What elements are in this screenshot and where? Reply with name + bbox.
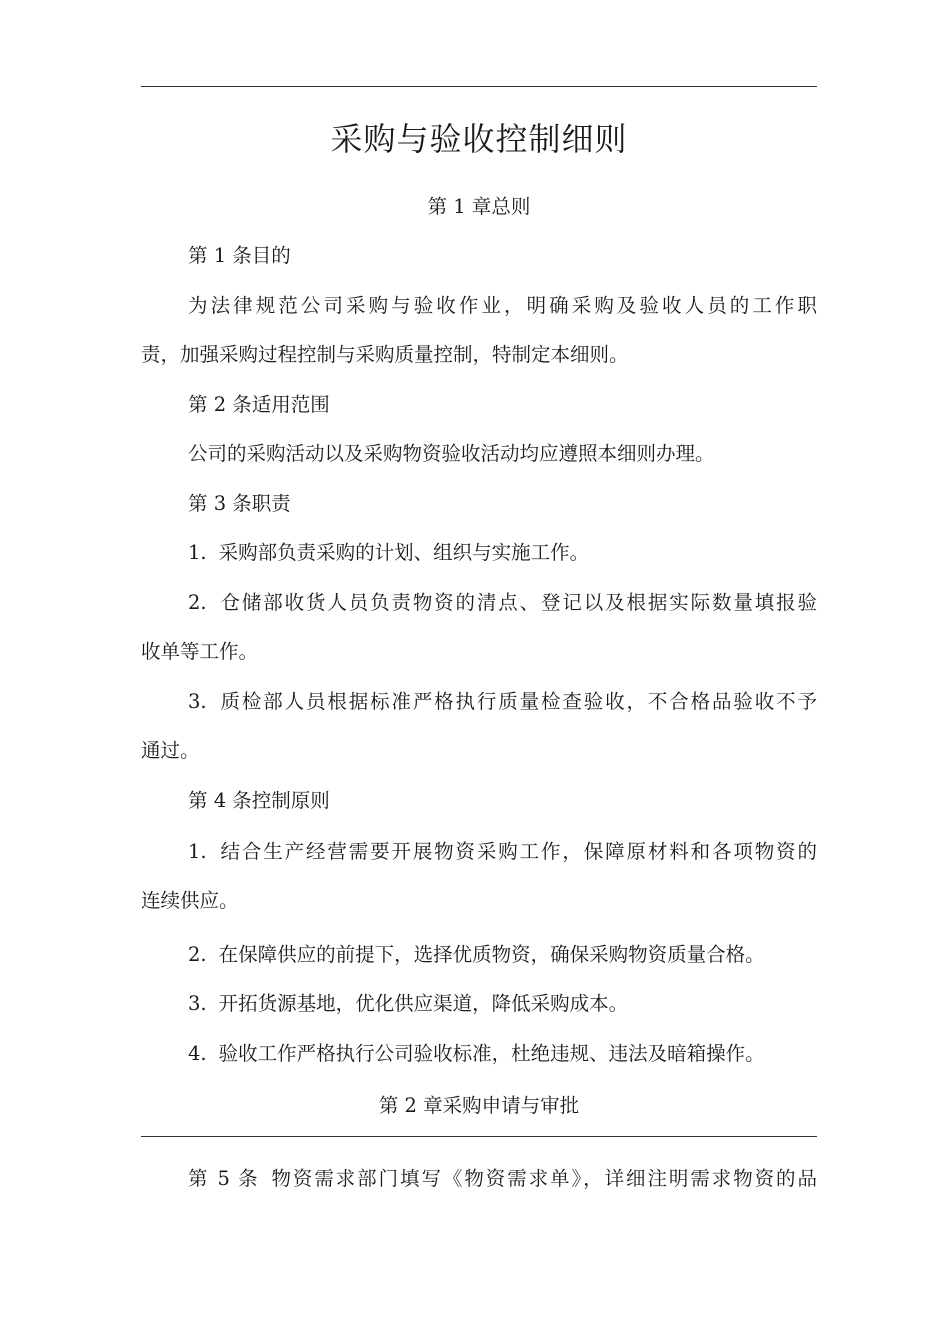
- item-number: 2.: [188, 591, 207, 614]
- article-4-item-4: [141, 1040, 817, 1068]
- item-text: 验收工作严格执行公司验收标准，杜绝违规、违法及暗箱操作。: [218, 1042, 765, 1065]
- article-4-heading: 第 4 条控制原则: [188, 789, 330, 812]
- article-5-body-line-1: [141, 1165, 817, 1193]
- item-text: 开拓货源基地，优化供应渠道，降低采购成本。: [218, 992, 629, 1015]
- item-text: 结合生产经营需要开展物资采购工作，保障原材料和各项物资的: [218, 840, 817, 863]
- section-rule: [141, 1136, 817, 1137]
- item-number: 2.: [188, 943, 207, 966]
- item-number: 3.: [188, 690, 207, 713]
- item-text: 采购部负责采购的计划、组织与实施工作。: [218, 541, 590, 564]
- article-4-item-1-continued: 连续供应。: [141, 889, 239, 912]
- item-number: 3.: [188, 992, 207, 1015]
- article-1-body-line-2: 责，加强采购过程控制与采购质量控制，特制定本细则。: [141, 343, 629, 366]
- article-4-item-2: [141, 941, 817, 969]
- article-2-heading: 第 2 条适用范围: [188, 393, 330, 416]
- article-4-item-3: [141, 990, 817, 1018]
- item-text: 在保障供应的前提下，选择优质物资，确保采购物资质量合格。: [218, 943, 765, 966]
- item-text: 质检部人员根据标准严格执行质量检查验收，不合格品验收不予: [218, 690, 817, 713]
- article-5-label: 第 5 条: [188, 1167, 260, 1190]
- document-title: 采购与验收控制细则: [330, 120, 628, 158]
- header-rule: [141, 86, 817, 87]
- article-3-item-1: [141, 539, 817, 567]
- article-1-heading: 第 1 条目的: [188, 244, 291, 267]
- article-3-item-2: [141, 589, 817, 617]
- article-3-item-2-continued: 收单等工作。: [141, 640, 259, 663]
- article-3-item-3-continued: 通过。: [141, 739, 200, 762]
- article-5-text: 物资需求部门填写《物资需求单》，详细注明需求物资的品: [269, 1167, 817, 1190]
- article-1-body-line-1: 为法律规范公司采购与验收作业，明确采购及验收人员的工作职: [188, 294, 817, 317]
- item-number: 1.: [188, 840, 207, 863]
- item-number: 1.: [188, 541, 207, 564]
- chapter-2-heading: 第 2 章采购申请与审批: [378, 1094, 580, 1117]
- item-text: 仓储部收货人员负责物资的清点、登记以及根据实际数量填报验: [218, 591, 817, 614]
- article-2-body: 公司的采购活动以及采购物资验收活动均应遵照本细则办理。: [188, 442, 715, 465]
- article-3-item-3: [141, 688, 817, 716]
- article-3-heading: 第 3 条职责: [188, 492, 291, 515]
- chapter-1-heading: 第 1 章总则: [427, 195, 531, 218]
- item-number: 4.: [188, 1042, 207, 1065]
- article-4-item-1: [141, 838, 817, 866]
